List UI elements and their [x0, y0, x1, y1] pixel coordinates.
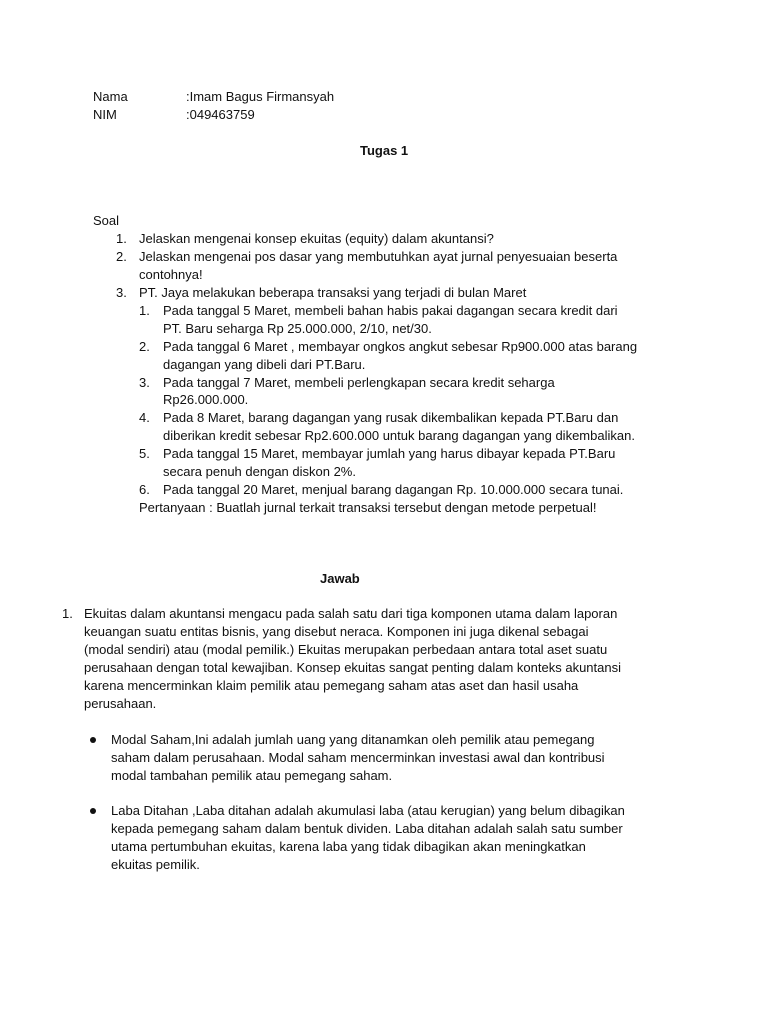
- answer-1-line: (modal sendiri) atau (modal pemilik.) Ekuitas merupakan perbedaan antara total aset suatu: [84, 642, 608, 657]
- transaction-item-1-text: Pada tanggal 5 Maret, membeli bahan habis pakai dagangan secara kredit dari: [163, 303, 618, 318]
- bullet-1-line: Modal Saham,Ini adalah jumlah uang yang ditanamkan oleh pemilik atau pemegang: [111, 732, 595, 747]
- soal-item-2-text: Jelaskan mengenai pos dasar yang membutuhkan ayat jurnal penyesuaian beserta: [139, 249, 618, 264]
- transaction-item-3-text: Pada tanggal 7 Maret, membeli perlengkapan secara kredit seharga: [163, 375, 555, 390]
- transaction-item-3-text: Rp26.000.000.: [163, 392, 249, 407]
- bullet-icon: [90, 737, 96, 743]
- transaction-item-1-text: PT. Baru seharga Rp 25.000.000, 2/10, net/30.: [163, 321, 432, 336]
- transaction-item-5-text: Pada tanggal 15 Maret, membayar jumlah yang harus dibayar kepada PT.Baru: [163, 446, 616, 461]
- bullet-icon: [90, 808, 96, 814]
- nim-label: NIM: [93, 107, 117, 122]
- transaction-item-4-text: Pada 8 Maret, barang dagangan yang rusak dikembalikan kepada PT.Baru dan: [163, 410, 619, 425]
- transaction-item-5-text: secara penuh dengan diskon 2%.: [163, 464, 356, 479]
- transaction-item-4-number: 4.: [139, 410, 150, 425]
- soal-item-3-number: 3.: [116, 285, 127, 300]
- answer-1-line: Ekuitas dalam akuntansi mengacu pada salah satu dari tiga komponen utama dalam laporan: [84, 606, 618, 621]
- bullet-1-line: modal tambahan pemilik atau pemegang saham.: [111, 768, 393, 783]
- transaction-item-6-number: 6.: [139, 482, 150, 497]
- soal-item-1-number: 1.: [116, 231, 127, 246]
- soal-heading: Soal: [93, 213, 120, 228]
- bullet-2-line: ekuitas pemilik.: [111, 857, 200, 872]
- bullet-2-line: kepada pemegang saham dalam bentuk dividen. Laba ditahan adalah salah satu sumber: [111, 821, 623, 836]
- answer-1-line: perusahaan.: [84, 696, 157, 711]
- answer-1-line: perusahaan dengan total kewajiban. Konsep ekuitas sangat penting dalam konteks akuntansi: [84, 660, 621, 675]
- nim-value: :049463759: [186, 107, 255, 122]
- transaction-item-4-text: diberikan kredit sebesar Rp2.600.000 untuk barang dagangan yang dikembalikan.: [163, 428, 635, 443]
- answer-1-number: 1.: [62, 606, 73, 621]
- transaction-item-2-number: 2.: [139, 339, 150, 354]
- page-title: Tugas 1: [360, 143, 409, 158]
- answer-1-line: keuangan suatu entitas bisnis, yang disebut neraca. Komponen ini juga dikenal sebagai: [84, 624, 589, 639]
- bullet-1-line: saham dalam perusahaan. Modal saham mencerminkan investasi awal dan kontribusi: [111, 750, 605, 765]
- soal-item-2-text: contohnya!: [139, 267, 203, 282]
- transaction-item-2-text: Pada tanggal 6 Maret , membayar ongkos angkut sebesar Rp900.000 atas barang: [163, 339, 638, 354]
- soal-item-3-text: PT. Jaya melakukan beberapa transaksi yang terjadi di bulan Maret: [139, 285, 527, 300]
- nama-value: :Imam Bagus Firmansyah: [186, 89, 335, 104]
- question-text: Pertanyaan : Buatlah jurnal terkait transaksi tersebut dengan metode perpetual!: [139, 500, 597, 515]
- nama-label: Nama: [93, 89, 128, 104]
- bullet-2-line: utama pertumbuhan ekuitas, karena laba yang tidak dibagikan akan meningkatkan: [111, 839, 586, 854]
- transaction-item-6-text: Pada tanggal 20 Maret, menjual barang dagangan Rp. 10.000.000 secara tunai.: [163, 482, 624, 497]
- transaction-item-2-text: dagangan yang dibeli dari PT.Baru.: [163, 357, 366, 372]
- soal-item-1-text: Jelaskan mengenai konsep ekuitas (equity) dalam akuntansi?: [139, 231, 494, 246]
- jawab-heading: Jawab: [320, 571, 360, 586]
- transaction-item-1-number: 1.: [139, 303, 150, 318]
- soal-item-2-number: 2.: [116, 249, 127, 264]
- transaction-item-5-number: 5.: [139, 446, 150, 461]
- bullet-2-line: Laba Ditahan ,Laba ditahan adalah akumulasi laba (atau kerugian) yang belum dibagikan: [111, 803, 625, 818]
- transaction-item-3-number: 3.: [139, 375, 150, 390]
- answer-1-line: karena mencerminkan klaim pemilik atau pemegang saham atas aset dan hasil usaha: [84, 678, 579, 693]
